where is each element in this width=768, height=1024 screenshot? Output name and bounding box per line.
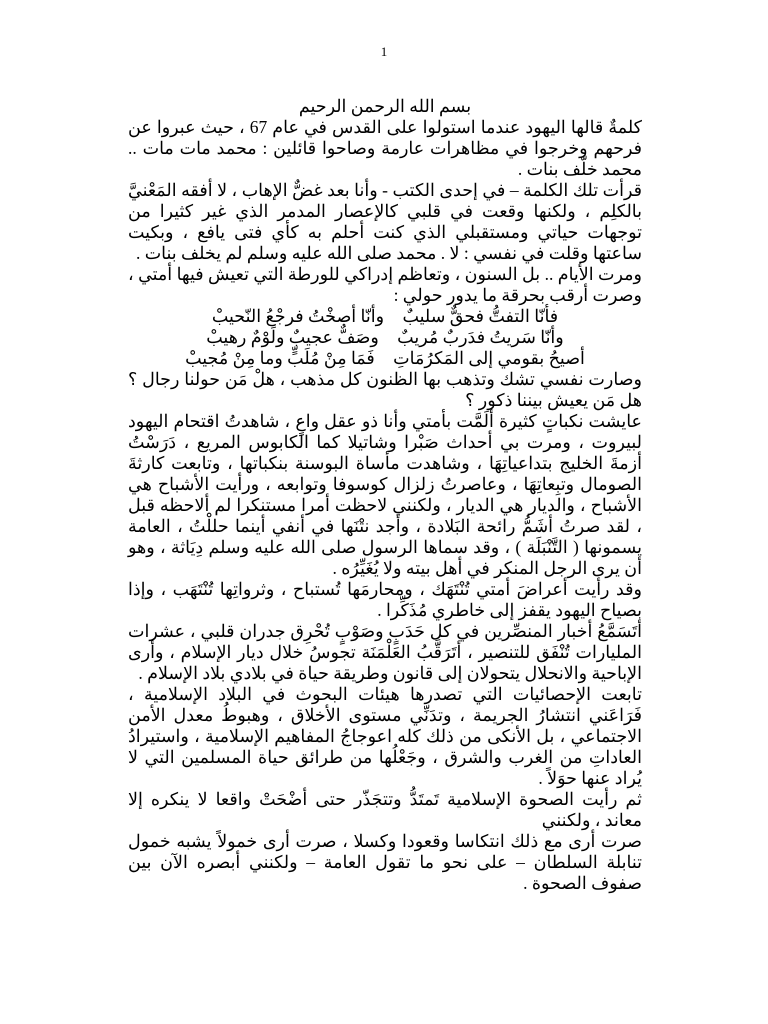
verse-second-hemistich: وصَفٌّ عجيبٌ ولَوْمٌ رهيبْ — [206, 327, 379, 347]
paragraph: قرأت تلك الكلمة – في إحدى الكتب - وأنا بعد غضٌّ الإهاب ، لا أفقه المَعْنيَّ بالكلِم ، ولكنها وقعت في قلبي كالإعصار المدمر الذي غير كثيرا من توجهات حياتي ومستقبلي الذي كنت أحلم به كأي فتى يافع ، وبكيت ساعتها وقلت في نفسي : لا . محمد صلى الله عليه وسلم لم يخلف بنات . — [128, 180, 642, 263]
paragraph: وقد رأيت أعراضَ أمتي تُنْتَهَك ، ومحارمَها تُستباح ، وثرواتِها تُنْتَهَب ، وإذا بصياح اليهود يقفز إلى خاطري مُذَكِّرا . — [128, 579, 642, 620]
basmala: بسم الله الرحمن الرحيم — [298, 96, 472, 116]
poem — [128, 306, 642, 369]
paragraph: ومرت الأيام .. بل السنون ، وتعاظم إدراكي للورطة التي تعيش فيها أمتي ، وصرت أرقب بحرقة ما يدور حولي : — [128, 264, 642, 305]
paragraph: وصارت نفسي تشك وتذهب بها الظنون كل مذهب ، هلْ مَن حولنا رجال ؟ هل مَن يعيش بيننا ذكور ؟ — [128, 369, 642, 410]
poem-verse — [128, 348, 642, 369]
document-body — [128, 96, 642, 894]
paragraph: تابعت الإحصائيات التي تصدرها هيئات البحوث في البلاد الإسلامية ، فَرَاعَني انتشارُ الجريمة ، وتدَنِّي مستوى الأخلاق ، وهبوطُ معدل الأمن الاجتماعي ، بل الأنكى من ذلك كله اعوجاجُ المفاهيم الإسلامية ، واستيرادُ العاداتِ من الغرب والشرق ، وجَعْلُها من طرائق حياة المسلمين التي لا يُراد عنها حوَلاً . — [128, 684, 642, 788]
paragraph: أتَسَمَّعُ أخبار المنصِّرين في كل حَدَبٍ وصَوْبٍ تُحْرِق جدران قلبي ، عشرات المليارات تُنْفَق للتنصير ، أتَرَقَّبُ العَلْمَنَة تجوسُ خلال ديار الإسلام ، وأرى الإباحية والانحلال يتحولان إلى قانون وطريقة حياة في بلادي بلاد الإسلام . — [128, 621, 642, 683]
verse-first-hemistich: فأنّا التفتُّ فحقٌّ سليبٌ — [402, 306, 559, 326]
verse-second-hemistich: وأنّا أصخْتُ فرجْعُ النّحيبْ — [211, 306, 385, 326]
page-number: 1 — [380, 44, 388, 59]
paragraph: صرت أرى مع ذلك انتكاسا وقعودا وكسلا ، صرت أرى خمولاً يشبه خمول تنابلة السلطان – على نحو ما تقول العامة – ولكنني أبصره الآن بين صفوف الصحوة . — [128, 831, 642, 893]
paragraph: ثم رأيت الصحوة الإسلامية تَمتَدُّ وتتجَذّر حتى أضْحَتْ واقعا لا ينكره إلا معاند ، ولكنني — [128, 789, 642, 830]
paragraph: كلمةٌ قالها اليهود عندما استولوا على القدس في عام 67 ، حيث عبروا عن فرحهم وخرجوا في مظاهرات عارمة وصاحوا قائلين : محمد مات مات .. محمد خلّف بنات . — [128, 117, 642, 179]
verse-first-hemistich: وأنّا سَريتُ فدَربٌ مُريبٌ — [397, 327, 564, 347]
verse-first-hemistich: أصيحُ بقومي إلى المَكرُمَاتِ — [393, 348, 585, 368]
poem-verse — [128, 306, 642, 327]
poem-verse — [128, 327, 642, 348]
paragraph: عايشت نكباتٍ كثيرة ألَمَّت بأمتي وأنا ذو عقل واعٍ ، شاهدتُ اقتحام اليهود لبيروت ، ومرت بي أحداث صَبْرا وشاتيلا كما الكابوس المريع ، دَرَسْتُ أزمةَ الخليج بتداعياتِهَا ، وشاهدت مأساة البوسنة بنكباتها ، وتابعت كارثةَ الصومال وتبِعاتِهَا ، وعاصرتُ زلزال كوسوفا وتوابعه ، ورأيت الأشباح هي الأشباح ، والديار هي الديار ، ولكنني لاحظت أمرا مستنكرا لم ألاحظه قبل ، لقد صرتُ أشَمُّ رائحة البَلادة ، وأجد نتْنَها في أنفي أينما حللْتُ ، العامة يسمونها ( التَّنْبَلَة ) ، وقد سماها الرسول صلى الله عليه وسلم دِيَاثة ، وهو أن يرى الرجل المنكر في أهل بيته ولا يُغَيِّرُه . — [128, 411, 642, 578]
verse-second-hemistich: فَمَا مِنْ مُلَبٍّ وما مِنْ مُجيبْ — [185, 348, 375, 368]
